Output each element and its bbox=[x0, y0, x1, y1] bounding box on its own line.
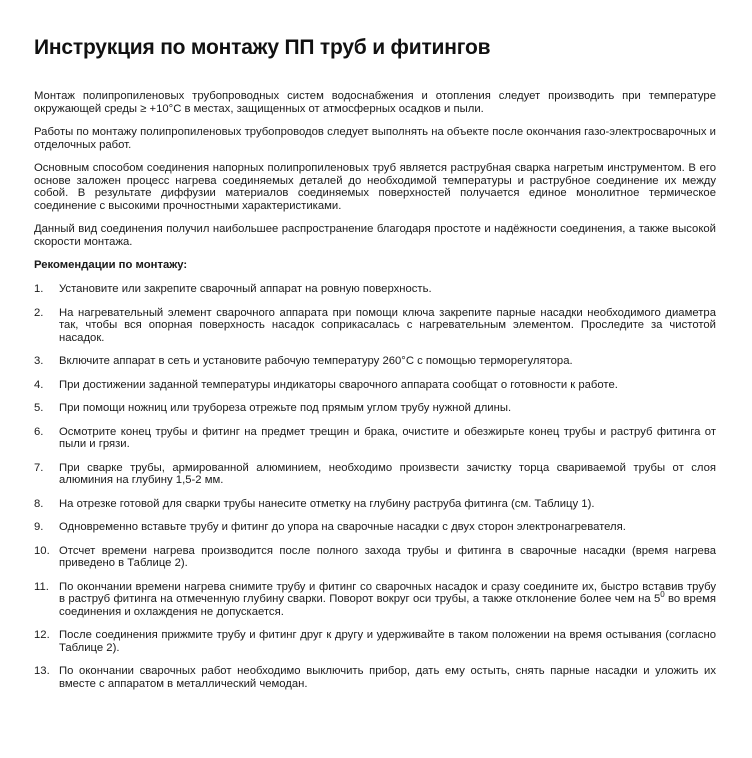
step-item bbox=[34, 426, 716, 451]
page-title: Инструкция по монтажу ПП труб и фитингов bbox=[34, 36, 491, 59]
recommendations-heading: Рекомендации по монтажу: bbox=[34, 259, 188, 271]
step-number: 5. bbox=[34, 402, 44, 414]
step-number: 10. bbox=[34, 544, 50, 557]
step-text: По окончании сварочных работ необходимо выключить прибор, дать ему остыть, снять парные насадки и уложить их вместе с аппаратом в металлический чемодан. bbox=[59, 665, 716, 690]
step-text-part: По окончании времени нагрева снимите трубу и фитинг со сварочных насадок и сразу соедините их, быстро вставив трубу в раструб фитинга на отмеченную глубину сварки. Поворот вокруг оси трубы, а также отклонение более чем на 5 bbox=[59, 580, 716, 605]
step-number: 2. bbox=[34, 306, 44, 319]
step-item bbox=[34, 545, 716, 570]
intro-paragraph-3: Основным способом соединения напорных полипропиленовых труб является раструбная сварка нагретым инструментом. В его основе заложен процесс нагрева соединяемых деталей до необходимой температуры и раструбное соединение их между собой. В результате диффузии материалов соединяемых поверхностей получается единое монолитное термическое соединение с высокими прочностными характеристиками. bbox=[34, 162, 716, 212]
step-number: 7. bbox=[34, 461, 44, 474]
step-number: 9. bbox=[34, 521, 44, 533]
step-text: Включите аппарат в сеть и установите рабочую температуру 260°С с помощью терморегулятора. bbox=[59, 355, 573, 367]
step-number: 1. bbox=[34, 283, 44, 295]
step-text: Установите или закрепите сварочный аппарат на ровную поверхность. bbox=[59, 283, 432, 295]
step-text: При помощи ножниц или трубореза отрежьте под прямым углом трубу нужной длины. bbox=[59, 402, 512, 414]
step-number: 11. bbox=[34, 580, 49, 593]
step-text: Одновременно вставьте трубу и фитинг до упора на сварочные насадки с двух сторон электронагревателя. bbox=[59, 521, 626, 533]
step-item bbox=[34, 283, 716, 296]
degree-superscript: 0 bbox=[660, 590, 665, 600]
document-page bbox=[34, 34, 716, 701]
step-item bbox=[34, 402, 716, 415]
step-text: При достижении заданной температуры индикаторы сварочного аппарата сообщат о готовности к работе. bbox=[59, 378, 618, 391]
step-number: 12. bbox=[34, 629, 50, 641]
step-text bbox=[59, 581, 716, 619]
step-text: При сварке трубы, армированной алюминием, необходимо произвести зачистку торца свариваемой трубы от слоя алюминия на глубину 1,5-2 мм. bbox=[59, 461, 716, 486]
step-item bbox=[34, 307, 716, 345]
intro-section bbox=[34, 90, 716, 248]
step-item bbox=[34, 521, 716, 534]
step-item bbox=[34, 355, 716, 368]
step-text-part: во время соединения и охлаждения не допускается. bbox=[59, 593, 716, 618]
step-text: На отрезке готовой для сварки трубы нанесите отметку на глубину раструба фитинга (см. Таблицу 1). bbox=[59, 497, 595, 510]
step-item bbox=[34, 665, 716, 690]
step-number: 6. bbox=[34, 425, 44, 438]
steps-list bbox=[34, 283, 716, 690]
step-item bbox=[34, 581, 716, 619]
step-text: После соединения прижмите трубу и фитинг друг к другу и удерживайте в таком положении на время остывания (согласно Таблице 2). bbox=[59, 629, 716, 654]
step-text: Осмотрите конец трубы и фитинг на предмет трещин и брака, очистите и обезжирьте конец трубы и раструб фитинга от пыли и грязи. bbox=[59, 425, 716, 450]
intro-paragraph-4: Данный вид соединения получил наибольшее распространение благодаря простоте и надёжности соединения, а также высокой скорости монтажа. bbox=[34, 223, 716, 248]
step-item bbox=[34, 629, 716, 654]
intro-paragraph-2: Работы по монтажу полипропиленовых трубопроводов следует выполнять на объекте после окончания газо-электросварочных и отделочных работ. bbox=[34, 126, 716, 151]
step-text: На нагревательный элемент сварочного аппарата при помощи ключа закрепите парные насадки необходимого диаметра так, чтобы вся опорная поверхность насадок соприкасалась с нагревательным элементом. Проследите за чистотой насадок. bbox=[59, 306, 716, 344]
step-item bbox=[34, 498, 716, 511]
step-number: 13. bbox=[34, 665, 50, 677]
step-number: 8. bbox=[34, 497, 44, 510]
step-number: 4. bbox=[34, 378, 44, 391]
intro-paragraph-1: Монтаж полипропиленовых трубопроводных систем водоснабжения и отопления следует производить при температуре окружающей среды ≥ +10°С в местах, защищенных от атмосферных осадков и пыли. bbox=[34, 90, 716, 115]
step-item bbox=[34, 379, 716, 392]
step-number: 3. bbox=[34, 355, 44, 367]
step-item bbox=[34, 462, 716, 487]
step-text: Отсчет времени нагрева производится после полного захода трубы и фитинга в сварочные насадки (время нагрева приведено в Таблице 2). bbox=[59, 544, 716, 569]
